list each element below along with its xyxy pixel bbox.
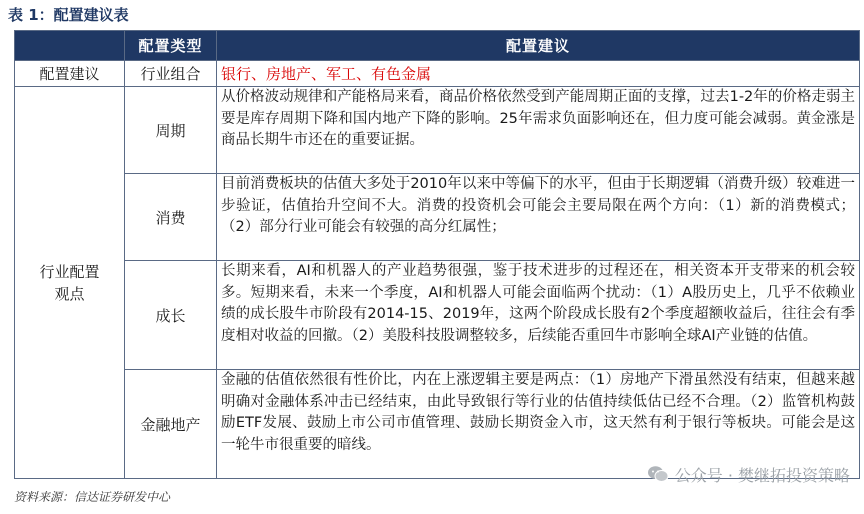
row-type-cycle: 周期 [125, 87, 217, 174]
watermark [647, 462, 850, 486]
allocation-table [14, 30, 860, 479]
table-caption: 表 1：配置建议表 [8, 6, 129, 24]
group-label-cell [15, 87, 125, 479]
header-config-advice: 配置建议 [217, 31, 860, 61]
header-blank-cell [15, 31, 125, 61]
row-type-finance: 金融地产 [125, 370, 217, 479]
table-row [15, 261, 860, 370]
row-text-finance: 金融的估值依然很有性价比，内在上涨逻辑主要是两点：（1）房地产下滑虽然没有结束，但越来越明确对金融体系冲击已经结束，由此导致银行等行业的估值持续低估已经不合理。（2）监管机构鼓励ETF发展、鼓励上市公司市值管理、鼓励长期资金入市，这天然有利于银行等板块。可能会是这一轮牛市很重要的暗线。 [217, 370, 860, 479]
table-row [15, 61, 860, 87]
row-text-consumption: 目前消费板块的估值大多处于2010年以来中等偏下的水平，但由于长期逻辑（消费升级）较难进一步验证，估值抬升空间不大。消费的投资机会可能会主要局限在两个方向：（1）新的消费模式；（2）部分行业可能会有较强的高分红属性； [217, 174, 860, 261]
wechat-icon [647, 465, 669, 483]
table-header-row [15, 31, 860, 61]
table-row [15, 87, 860, 174]
row-type-combo: 行业组合 [125, 61, 217, 87]
row-type-growth: 成长 [125, 261, 217, 370]
watermark-text: 公众号 · 樊继拓投资策略 [674, 465, 850, 485]
source-note: 资料来源：信达证券研发中心 [14, 490, 171, 504]
table-row [15, 174, 860, 261]
group-label: 行业配置 观点 [39, 262, 100, 303]
row-label-advice: 配置建议 [15, 61, 125, 87]
row-text-growth: 长期来看，AI和机器人的产业趋势很强，鉴于技术进步的过程还在，相关资本开支带来的机会较多。短期来看，未来一个季度，AI和机器人可能会面临两个扰动：（1）A股历史上，几乎不依赖业绩的成长股牛市阶段有2014-15、2019年，这两个阶段成长股有2个季度超额收益后，往往会有季度相对收益的回撤。（2）美股科技股调整较多，后续能否重回牛市影响全球AI产业链的估值。 [217, 261, 860, 370]
combo-industries: 银行、房地产、军工、有色金属 [217, 61, 860, 87]
header-config-type: 配置类型 [125, 31, 217, 61]
row-text-cycle: 从价格波动规律和产能格局来看，商品价格依然受到产能周期正面的支撑，过去1-2年的价格走弱主要是库存周期下降和国内地产下降的影响。25年需求负面影响还在，但力度可能会减弱。黄金涨是商品长期牛市还在的重要证据。 [217, 87, 860, 174]
row-type-consumption: 消费 [125, 174, 217, 261]
